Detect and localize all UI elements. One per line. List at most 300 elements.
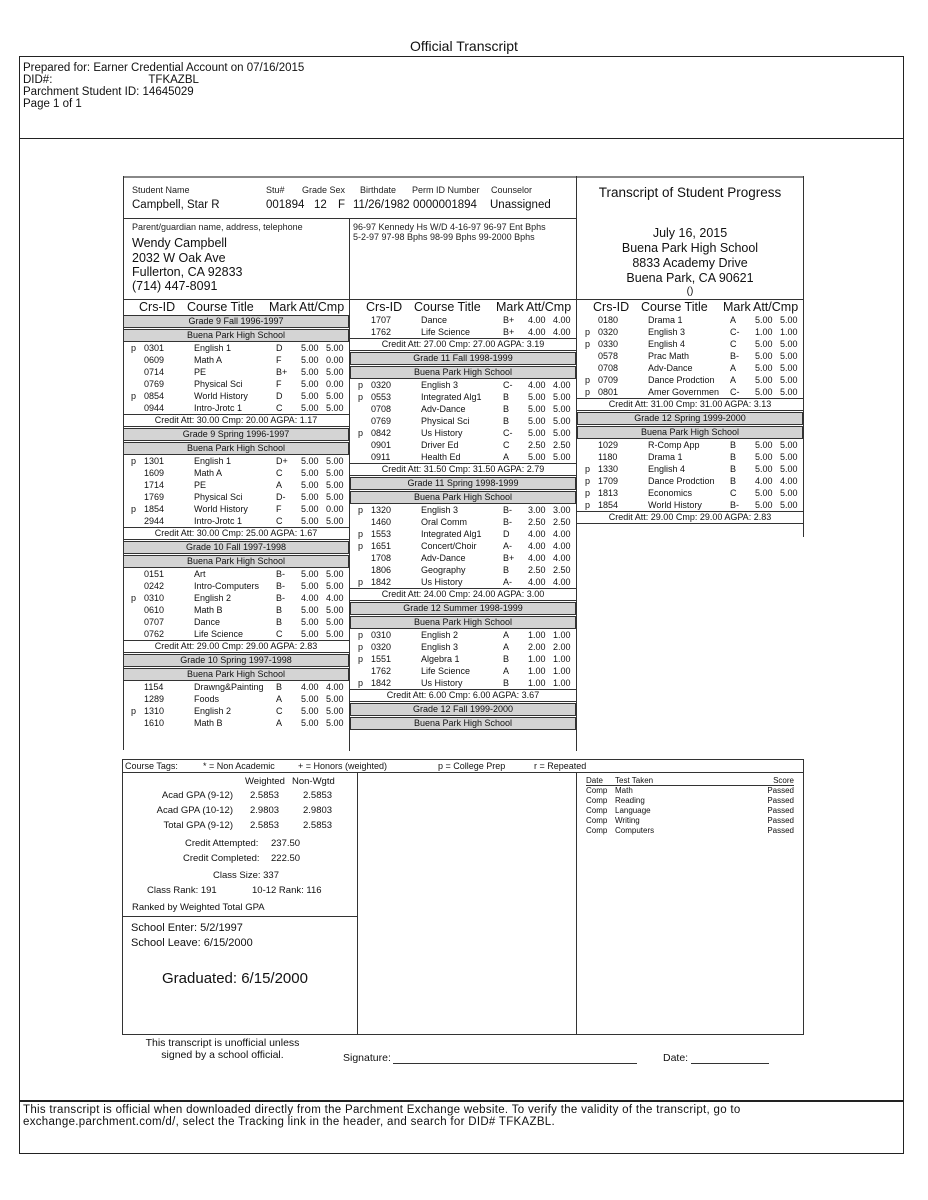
credit-completed-label: Credit Completed: (183, 853, 260, 864)
course-title: English 3 (421, 505, 459, 515)
tags-bottom-border (122, 772, 804, 773)
signature-label: Signature: (343, 1052, 391, 1064)
course-id: 1714 (144, 480, 165, 490)
course-mark: A (276, 718, 283, 728)
credit-summary: Credit Att: 29.00 Cmp: 29.00 AGPA: 2.83 (123, 640, 349, 653)
credit-completed: 0.00 (326, 355, 344, 365)
column-header (350, 300, 576, 314)
credit-completed: 5.00 (326, 694, 344, 704)
credit-summary: Credit Att: 27.00 Cmp: 27.00 AGPA: 3.19 (350, 338, 576, 351)
course-mark: B (730, 464, 737, 474)
column-header (123, 300, 349, 314)
course-title: English 2 (194, 706, 232, 716)
college-prep-tag: p (358, 577, 364, 587)
course-title: R-Comp App (648, 440, 700, 450)
credit-completed: 5.00 (326, 718, 344, 728)
credit-attempted: 4.00 (528, 529, 546, 539)
course-row (123, 342, 349, 354)
course-mark: B- (276, 581, 285, 591)
course-row (123, 503, 349, 515)
course-row (350, 504, 576, 516)
credit-completed: 5.00 (780, 440, 798, 450)
credit-attempted: 2.50 (528, 440, 546, 450)
course-row (123, 515, 349, 527)
did-label: DID#: (23, 74, 53, 86)
course-title: Drawng&Painting (194, 682, 264, 692)
course-row (123, 390, 349, 402)
course-mark: C- (730, 387, 740, 397)
enrollment-notes-2: 5-2-97 97-98 Bphs 98-99 Bphs 99-2000 Bphs (353, 232, 535, 242)
prepared-for-box (19, 56, 904, 139)
credit-summary: Credit Att: 31.00 Cmp: 31.00 AGPA: 3.13 (577, 398, 803, 411)
course-title: Intro-Jrotc 1 (194, 516, 243, 526)
perm-id: 0000001894 (413, 199, 477, 211)
course-title: World History (194, 504, 248, 514)
course-id: 1609 (144, 468, 165, 478)
credit-completed: 5.00 (780, 488, 798, 498)
term-header: Buena Park High School (123, 668, 349, 681)
course-column-1 (123, 300, 349, 729)
college-prep-tag: p (358, 505, 364, 515)
course-row (123, 491, 349, 503)
college-prep-tag: p (358, 541, 364, 551)
college-prep-tag: p (585, 339, 591, 349)
course-row (350, 653, 576, 665)
credit-attempted: 5.00 (755, 440, 773, 450)
credit-attempted: 5.00 (301, 456, 319, 466)
credit-completed: 3.00 (553, 505, 571, 515)
course-title-header: Course Title (187, 300, 254, 314)
course-id: 1289 (144, 694, 165, 704)
course-row (123, 681, 349, 693)
college-prep-tag: p (131, 504, 137, 514)
course-mark: B- (503, 517, 512, 527)
verification-note: This transcript is official when downloaded directly from the Parchment Exchange website. To verify the validity of the transcript, go to exchange.parchment.com/d/, select the Tracking link in the header, and search for DID# TFKAZBL. (23, 1104, 741, 1128)
document-title: Official Transcript (410, 38, 518, 54)
grade-sex-label: Grade Sex (302, 185, 346, 195)
course-id: 1320 (371, 505, 392, 515)
course-title: PE (194, 367, 207, 377)
credit-summary: Credit Att: 31.50 Cmp: 31.50 AGPA: 2.79 (350, 463, 576, 476)
course-mark: B (276, 605, 283, 615)
course-mark: C- (730, 327, 740, 337)
course-mark: B (730, 452, 737, 462)
credit-completed: 2.50 (553, 565, 571, 575)
grade: 12 (314, 199, 327, 211)
credit-attempted: 5.00 (755, 363, 773, 373)
gpa-nonweighted: 2.9803 (303, 805, 333, 816)
credit-attempted: 5.00 (528, 416, 546, 426)
credit-completed: 5.00 (553, 404, 571, 414)
course-row (123, 366, 349, 378)
credit-completed: 5.00 (553, 416, 571, 426)
credit-attempted: 5.00 (755, 452, 773, 462)
college-prep-tag: p (585, 488, 591, 498)
course-id: 1762 (371, 327, 392, 337)
term-header: Grade 12 Spring 1999-2000 (577, 412, 803, 425)
course-title: English 3 (421, 642, 459, 652)
course-id: 1310 (144, 706, 165, 716)
student-name-label: Student Name (132, 185, 190, 195)
school-leave: School Leave: 6/15/2000 (131, 937, 253, 949)
ranked-by: Ranked by Weighted Total GPA (132, 902, 265, 913)
credit-completed: 4.00 (553, 541, 571, 551)
college-prep-tag: p (131, 391, 137, 401)
course-title: Drama 1 (648, 315, 683, 325)
enrollment-notes-1: 96-97 Kennedy Hs W/D 4-16-97 96-97 Ent Bphs (353, 222, 546, 232)
course-mark: A (730, 363, 737, 373)
credit-completed: 0.00 (326, 379, 344, 389)
course-title: Math A (194, 355, 223, 365)
credit-attempted: 5.00 (528, 392, 546, 402)
gpa-row-label: Acad GPA (9-12) (161, 790, 233, 801)
birthdate-label: Birthdate (360, 185, 397, 195)
course-row (350, 665, 576, 677)
term-header: Grade 12 Fall 1999-2000 (350, 703, 576, 716)
test-name: Writing (615, 816, 640, 825)
student-name: Campbell, Star R (132, 199, 220, 211)
credit-attempted: 4.00 (528, 327, 546, 337)
credit-attempted: 1.00 (528, 654, 546, 664)
credit-summary: Credit Att: 30.00 Cmp: 25.00 AGPA: 1.67 (123, 527, 349, 540)
course-title: English 4 (648, 464, 686, 474)
course-row (350, 576, 576, 588)
credit-completed: 4.00 (326, 682, 344, 692)
gpa-weighted: 2.5853 (250, 820, 280, 831)
credit-completed: 5.00 (780, 464, 798, 474)
course-row (123, 592, 349, 604)
birthdate: 11/26/1982 (353, 199, 410, 211)
credit-attempted: 2.50 (528, 565, 546, 575)
term-header: Buena Park High School (123, 555, 349, 568)
school-enter: School Enter: 5/2/1997 (131, 922, 243, 934)
gpa-nonweighted: 2.5853 (303, 790, 333, 801)
credit-attempted: 5.00 (301, 379, 319, 389)
course-mark: F (276, 355, 282, 365)
credit-completed: 4.00 (326, 593, 344, 603)
parent-name: Wendy Campbell (132, 236, 227, 250)
column-divider-2 (576, 300, 577, 751)
course-mark: C (276, 516, 283, 526)
course-title: Us History (421, 678, 463, 688)
crs-id-header: Crs-ID (593, 300, 630, 314)
credit-attempted: 5.00 (301, 706, 319, 716)
credit-completed: 5.00 (326, 367, 344, 377)
course-title: Integrated Alg1 (421, 529, 482, 539)
gpa-divider (122, 916, 357, 917)
course-mark: B (503, 404, 510, 414)
course-row (123, 693, 349, 705)
course-mark: B- (730, 500, 739, 510)
column-header (577, 300, 803, 314)
course-title: Driver Ed (421, 440, 459, 450)
bottom-divider-1 (357, 772, 358, 1035)
parchment-student-id: Parchment Student ID: 14645029 (23, 86, 194, 98)
course-row (350, 641, 576, 653)
course-id: 0320 (371, 642, 392, 652)
credit-completed: 222.50 (271, 853, 301, 864)
term-header: Buena Park High School (350, 616, 576, 629)
course-row (123, 616, 349, 628)
course-title: Intro-Computers (194, 581, 260, 591)
course-title: Prac Math (648, 351, 690, 361)
course-row (123, 705, 349, 717)
course-title: Amer Governmen (648, 387, 720, 397)
course-row (577, 451, 803, 463)
credit-completed: 5.00 (553, 428, 571, 438)
term-header: Buena Park High School (350, 366, 576, 379)
course-row (577, 386, 803, 398)
credit-attempted: 5.00 (301, 694, 319, 704)
credit-attempted: 5.00 (301, 516, 319, 526)
course-title: Integrated Alg1 (421, 392, 482, 402)
school-phone: () (686, 286, 694, 297)
test-score: Passed (767, 806, 794, 815)
credit-attempted: 4.00 (528, 315, 546, 325)
column-divider-1 (349, 300, 350, 751)
course-id: 0901 (371, 440, 392, 450)
did-value: TFKAZBL (148, 74, 199, 86)
course-id: 1854 (598, 500, 619, 510)
credit-attempted: 5.00 (301, 480, 319, 490)
course-id: 1762 (371, 666, 392, 676)
course-mark: B (503, 678, 510, 688)
tests-header (586, 776, 794, 786)
course-title: Dance Prodction (648, 476, 715, 486)
course-row (577, 338, 803, 350)
course-title: English 1 (194, 456, 232, 466)
credit-attempted: 5.00 (755, 500, 773, 510)
rank-10-12: 10-12 Rank: 116 (252, 885, 322, 896)
course-mark: D (503, 529, 510, 539)
credit-attempted: 5.00 (755, 315, 773, 325)
course-id: 0708 (371, 404, 392, 414)
course-id: 0707 (144, 617, 165, 627)
course-id: 0714 (144, 367, 165, 377)
term-header: Grade 10 Spring 1997-1998 (123, 654, 349, 667)
course-id: 0242 (144, 581, 165, 591)
course-title: Drama 1 (648, 452, 683, 462)
course-row (577, 463, 803, 475)
college-prep-tag: p (585, 387, 591, 397)
term-header: Grade 10 Fall 1997-1998 (123, 541, 349, 554)
credit-attempted: 5.00 (528, 404, 546, 414)
bottom-right-border (803, 759, 804, 1035)
course-id: 1854 (144, 504, 165, 514)
term-header: Buena Park High School (577, 426, 803, 439)
course-id: 0762 (144, 629, 165, 639)
course-title: English 3 (421, 380, 459, 390)
course-row (350, 564, 576, 576)
course-row (350, 326, 576, 338)
credit-attempted: 5.00 (301, 403, 319, 413)
school-info (577, 226, 803, 298)
course-id: 0301 (144, 343, 165, 353)
term-header: Grade 12 Summer 1998-1999 (350, 602, 576, 615)
course-mark: B- (503, 505, 512, 515)
credit-attempted: 5.00 (301, 605, 319, 615)
course-title: Us History (421, 577, 463, 587)
course-row (577, 499, 803, 511)
tests-table (586, 776, 794, 836)
prepared-for: Prepared for: Earner Credential Account on 07/16/2015 (23, 62, 305, 74)
course-title: Oral Comm (421, 517, 468, 527)
course-row (350, 552, 576, 564)
credit-completed: 5.00 (780, 500, 798, 510)
test-date: Comp (586, 826, 608, 835)
credit-completed: 5.00 (780, 452, 798, 462)
course-mark: A (503, 452, 510, 462)
course-id: 1806 (371, 565, 392, 575)
course-id: 1460 (371, 517, 392, 527)
page-number: Page 1 of 1 (23, 98, 82, 110)
credit-completed: 1.00 (780, 327, 798, 337)
test-name: Reading (615, 796, 645, 805)
test-date: Comp (586, 796, 608, 805)
credit-attempted: 237.50 (271, 838, 301, 849)
credit-summary: Credit Att: 30.00 Cmp: 20.00 AGPA: 1.17 (123, 414, 349, 427)
perm-id-label: Perm ID Number (412, 185, 480, 195)
course-row (123, 354, 349, 366)
weighted-label: Weighted (245, 776, 285, 787)
course-title: Math B (194, 605, 223, 615)
course-title-header: Course Title (641, 300, 708, 314)
course-mark: D (276, 391, 283, 401)
credit-attempted: 5.00 (301, 629, 319, 639)
course-mark: A (503, 642, 510, 652)
credit-completed: 4.00 (553, 315, 571, 325)
course-id: 0320 (371, 380, 392, 390)
course-mark: B (503, 416, 510, 426)
course-title-header: Course Title (414, 300, 481, 314)
credit-completed: 1.00 (553, 630, 571, 640)
course-row (577, 475, 803, 487)
course-id: 0609 (144, 355, 165, 365)
college-prep-tag: p (131, 706, 137, 716)
course-id: 1769 (144, 492, 165, 502)
stu-num: 001894 (266, 199, 305, 211)
credit-attempted: 2.00 (528, 642, 546, 652)
course-mark: A (276, 694, 283, 704)
course-id: 0709 (598, 375, 619, 385)
credit-completed: 5.00 (326, 605, 344, 615)
course-title: Dance (194, 617, 221, 627)
credit-completed: 5.00 (326, 391, 344, 401)
course-mark: A (503, 630, 510, 640)
college-prep-tag: p (358, 630, 364, 640)
credit-attempted: 4.00 (528, 380, 546, 390)
course-row (350, 677, 576, 689)
course-title: Life Science (194, 629, 244, 639)
course-mark: A (503, 666, 510, 676)
credit-completed: 5.00 (326, 617, 344, 627)
credit-attempted: 1.00 (755, 327, 773, 337)
course-mark: C (730, 488, 737, 498)
course-mark: C (503, 440, 510, 450)
class-rank: Class Rank: 191 (147, 885, 217, 896)
course-id: 1708 (371, 553, 392, 563)
transcript-date: July 16, 2015 (652, 226, 728, 240)
test-row (586, 816, 794, 826)
course-id: 0310 (144, 593, 165, 603)
course-title: Dance (421, 315, 448, 325)
parent-divider (349, 218, 350, 300)
credit-attempted: 5.00 (301, 492, 319, 502)
credit-completed: 4.00 (553, 529, 571, 539)
course-row (123, 455, 349, 467)
credit-summary: Credit Att: 24.00 Cmp: 24.00 AGPA: 3.00 (350, 588, 576, 601)
credit-attempted: 5.00 (301, 504, 319, 514)
course-title: English 2 (421, 630, 459, 640)
course-row (123, 479, 349, 491)
course-id: 0911 (371, 452, 391, 462)
course-row (123, 717, 349, 729)
credit-completed: 5.00 (780, 363, 798, 373)
course-id: 1553 (371, 529, 392, 539)
tag-repeated: r = Repeated (534, 761, 587, 771)
course-id: 1651 (371, 541, 392, 551)
credit-attempted: 5.00 (755, 351, 773, 361)
test-score: Passed (767, 796, 794, 805)
college-prep-tag: p (358, 529, 364, 539)
college-prep-tag: p (585, 375, 591, 385)
course-title: English 3 (648, 327, 686, 337)
course-mark: B+ (276, 367, 288, 377)
course-title: Physical Sci (194, 379, 243, 389)
enrollment-block (131, 921, 253, 951)
course-mark: C (276, 403, 283, 413)
course-mark: B- (276, 569, 285, 579)
course-mark: B (503, 565, 510, 575)
credit-attempted: 5.00 (755, 488, 773, 498)
course-id: 0708 (598, 363, 619, 373)
credit-attempted: 5.00 (301, 569, 319, 579)
credit-attempted: 5.00 (301, 468, 319, 478)
credit-completed: 5.00 (780, 387, 798, 397)
course-title: Math A (194, 468, 223, 478)
bottom-divider-2 (576, 772, 577, 1035)
course-mark: D (276, 343, 283, 353)
test-name: Language (615, 806, 651, 815)
course-row (577, 374, 803, 386)
course-title: English 1 (194, 343, 232, 353)
course-id: 0769 (144, 379, 165, 389)
credit-completed: 4.00 (553, 380, 571, 390)
course-tags (123, 760, 803, 772)
crs-id-header: Crs-ID (139, 300, 176, 314)
course-id: 0330 (598, 339, 619, 349)
course-id: 0310 (371, 630, 392, 640)
test-row (586, 826, 794, 836)
course-column-3 (577, 300, 803, 524)
credit-completed: 4.00 (553, 553, 571, 563)
course-title: Adv-Dance (648, 363, 693, 373)
date-line[interactable] (691, 1063, 769, 1064)
att-cmp-header: Att/Cmp (753, 300, 799, 314)
credit-attempted: 1.00 (528, 630, 546, 640)
college-prep-tag: p (131, 593, 137, 603)
course-id: 1551 (371, 654, 392, 664)
test-score: Passed (767, 786, 794, 795)
school-name: Buena Park High School (621, 241, 759, 255)
credit-attempted: 5.00 (301, 391, 319, 401)
course-id: 1301 (144, 456, 165, 466)
credit-completed: 5.00 (326, 456, 344, 466)
course-id: 1610 (144, 718, 165, 728)
course-title: World History (194, 391, 248, 401)
signature-line[interactable] (393, 1063, 637, 1064)
counselor-label: Counselor (491, 185, 533, 195)
